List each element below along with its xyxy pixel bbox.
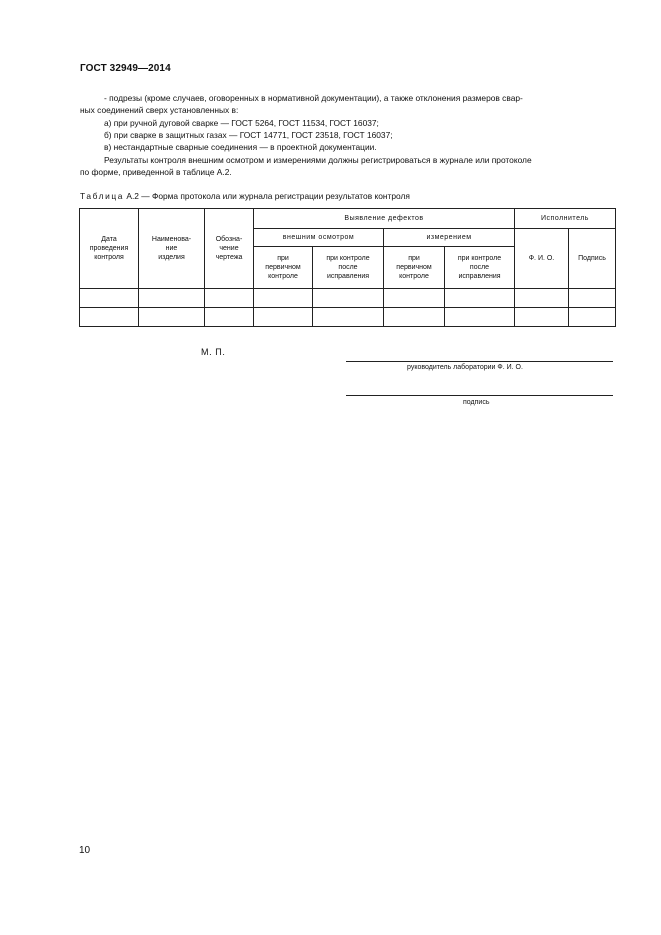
control-results-table [79,208,616,327]
signature-label-head: руководитель лаборатории Ф. И. О. [407,364,523,371]
header-measure-after-fix: при контроле после исправления [445,247,515,289]
table-row [80,289,616,308]
header-measure-primary: при первичном контроле [384,247,445,289]
list-item-b: б) при сварке в защитных газах — ГОСТ 14771, ГОСТ 23518, ГОСТ 16037; [104,130,393,140]
table-caption-text: А.2 — Форма протокола или журнала регистрации результатов контроля [126,191,410,201]
header-item-name: Наименова- ние изделия [139,209,205,289]
header-drawing-designation: Обозна- чение чертежа [205,209,254,289]
header-visual-inspection: внешним осмотром [254,229,384,247]
signature-line-head [346,361,613,362]
header-fio: Ф. И. О. [515,229,569,289]
header-date: Дата проведения контроля [80,209,139,289]
paragraph-line: ных соединений сверх установленных в: [80,105,239,116]
paragraph-results [80,154,614,179]
header-visual-after-fix: при контроле после исправления [313,247,384,289]
paragraph-undercuts [80,92,614,117]
signature-label: подпись [463,399,490,406]
page-number: 10 [79,845,91,856]
header-measurement: измерением [384,229,515,247]
stamp-placeholder: М. П. [201,347,226,357]
paragraph-line: - подрезы (кроме случаев, оговоренных в нормативной документации), а также отклонения размеров свар- [104,93,523,103]
header-visual-primary: при первичном контроле [254,247,313,289]
table-row [80,308,616,327]
signature-line [346,395,613,396]
paragraph-line: Результаты контроля внешним осмотром и измерениями должны регистрироваться в журнале или протоколе [104,155,532,165]
header-executor: Исполнитель [515,209,616,229]
header-signature: Подпись [569,229,616,289]
paragraph-line: по форме, приведенной в таблице А.2. [80,167,232,178]
table-caption-prefix: Таблица [80,191,125,201]
list-item-a: а) при ручной дуговой сварке — ГОСТ 5264, ГОСТ 11534, ГОСТ 16037; [104,118,379,128]
document-id: ГОСТ 32949—2014 [80,63,171,74]
header-defect-detection: Выявление дефектов [254,209,515,229]
table-caption [80,191,410,201]
list-item-c: в) нестандартные сварные соединения — в проектной документации. [104,142,377,152]
